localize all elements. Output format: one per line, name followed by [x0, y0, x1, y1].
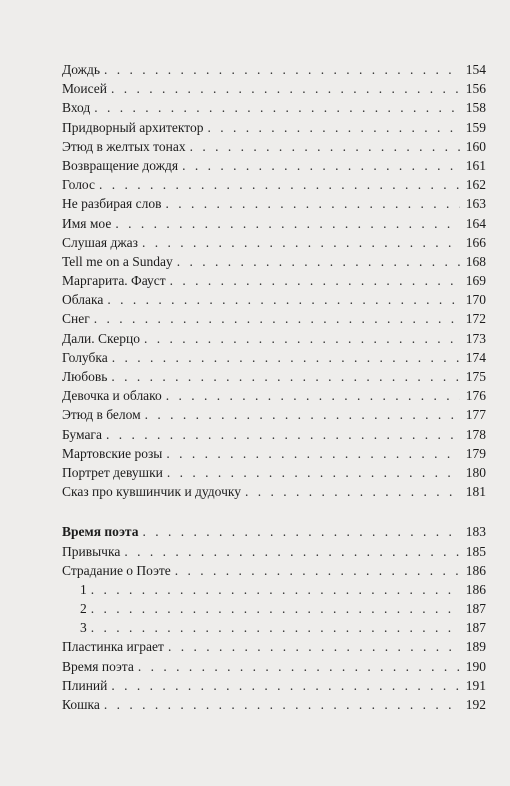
dot-leader	[104, 695, 460, 714]
dot-leader	[145, 405, 460, 424]
toc-entry-title: Бумага	[62, 426, 102, 442]
toc-entry-page-number: 191	[465, 677, 486, 693]
toc-entry-title: Время поэта	[62, 524, 139, 540]
toc-entry-page-number: 164	[465, 215, 486, 231]
toc-entry-page-number: 163	[465, 196, 486, 212]
toc-entry	[62, 156, 486, 175]
toc-entry	[62, 657, 486, 676]
toc-entry	[62, 599, 486, 618]
section-gap	[62, 501, 486, 522]
toc-entry-title: Сказ про кувшинчик и дудочку	[62, 484, 241, 500]
toc-entry-title: 2	[80, 601, 87, 617]
dot-leader	[142, 522, 460, 541]
dot-leader	[111, 367, 460, 386]
toc-entry	[62, 405, 486, 424]
toc-section-2	[62, 522, 486, 714]
dot-leader	[111, 79, 460, 98]
dot-leader	[177, 252, 460, 271]
toc-entry-page-number: 156	[465, 81, 486, 97]
dot-leader	[167, 463, 460, 482]
toc-entry-page-number: 190	[465, 658, 486, 674]
toc-entry-page-number: 189	[465, 639, 486, 655]
toc-entry	[62, 463, 486, 482]
toc-entry	[62, 542, 486, 561]
toc-entry-title: Страдание о Поэте	[62, 562, 171, 578]
toc-entry	[62, 348, 486, 367]
toc-entry-page-number: 172	[465, 311, 486, 327]
toc-entry	[62, 425, 486, 444]
toc-entry-page-number: 187	[465, 620, 486, 636]
toc-entry	[62, 60, 486, 79]
toc-entry	[62, 194, 486, 213]
dot-leader	[107, 290, 460, 309]
toc-entry-page-number: 170	[465, 292, 486, 308]
toc-entry-page-number: 161	[465, 157, 486, 173]
toc-entry-title: Привычка	[62, 543, 121, 559]
toc-entry-title: Этюд в белом	[62, 407, 141, 423]
toc-entry-title: Моисей	[62, 81, 108, 97]
toc-entry-title: Придворный архитектор	[62, 119, 204, 135]
dot-leader	[106, 425, 460, 444]
toc-entry-title: Портрет девушки	[62, 464, 163, 480]
dot-leader	[115, 214, 460, 233]
toc-entry	[62, 561, 486, 580]
toc-entry	[62, 309, 486, 328]
toc-entry-title: Возвращение дождя	[62, 157, 179, 173]
dot-leader	[111, 676, 460, 695]
toc-entry-page-number: 183	[465, 524, 486, 540]
toc-entry	[62, 290, 486, 309]
toc-entry	[62, 233, 486, 252]
toc-entry-page-number: 181	[465, 484, 486, 500]
dot-leader	[99, 175, 460, 194]
toc-entry-page-number: 192	[465, 697, 486, 712]
dot-leader	[170, 271, 460, 290]
toc-entry-title: Имя мое	[62, 215, 112, 231]
dot-leader	[190, 137, 460, 156]
toc-entry-page-number: 160	[465, 138, 486, 154]
toc-entry-page-number: 178	[465, 426, 486, 442]
toc-entry	[62, 676, 486, 695]
toc-entry-page-number: 154	[465, 62, 486, 77]
dot-leader	[91, 618, 460, 637]
toc-entry	[62, 175, 486, 194]
toc-entry-title: Время поэта	[62, 658, 134, 674]
toc-entry	[62, 329, 486, 348]
dot-leader	[207, 118, 460, 137]
toc-entry-page-number: 166	[465, 234, 486, 250]
toc-entry-title: Снег	[62, 311, 90, 327]
toc-entry-page-number: 173	[465, 330, 486, 346]
toc-entry-title: 1	[80, 581, 87, 597]
toc-entry-page-number: 159	[465, 119, 486, 135]
dot-leader	[112, 348, 460, 367]
toc-entry-title: Дали. Скерцо	[62, 330, 140, 346]
toc-entry-page-number: 176	[465, 388, 486, 404]
toc-entry-page-number: 185	[465, 543, 486, 559]
toc-entry-page-number: 177	[465, 407, 486, 423]
toc-entry-title: Голос	[62, 177, 96, 193]
toc-entry	[62, 79, 486, 98]
toc-entry-page-number: 186	[465, 562, 486, 578]
toc-entry-page-number: 162	[465, 177, 486, 193]
toc-entry-title: 3	[80, 620, 87, 636]
toc-entry-title: Облака	[62, 292, 104, 308]
dot-leader	[166, 444, 460, 463]
dot-leader	[91, 599, 460, 618]
toc-entry	[62, 444, 486, 463]
toc-entry	[62, 252, 486, 271]
dot-leader	[168, 637, 460, 656]
dot-leader	[144, 329, 460, 348]
dot-leader	[175, 561, 460, 580]
toc-entry-page-number: 187	[465, 601, 486, 617]
toc-entry	[62, 637, 486, 656]
toc-entry-title: Кошка	[62, 697, 100, 712]
toc-entry-title: Дождь	[62, 62, 100, 77]
toc-entry-title: Пластинка играет	[62, 639, 164, 655]
toc-entry-page-number: 168	[465, 253, 486, 269]
toc-entry-page-number: 174	[465, 349, 486, 365]
toc-entry-title: Слушая джаз	[62, 234, 138, 250]
dot-leader	[138, 657, 460, 676]
toc-entry-page-number: 175	[465, 369, 486, 384]
toc-entry-page-number: 179	[465, 445, 486, 461]
toc-entry-title: Tell me on a Sunday	[62, 253, 173, 269]
toc-section-1	[62, 60, 486, 501]
toc-entry-title: Плиний	[62, 677, 108, 693]
table-of-contents	[62, 60, 486, 714]
toc-entry-title: Не разбирая слов	[62, 196, 162, 212]
dot-leader	[94, 309, 460, 328]
toc-entry-title: Этюд в желтых тонах	[62, 138, 186, 154]
dot-leader	[142, 233, 460, 252]
toc-entry	[62, 386, 486, 405]
toc-entry	[62, 618, 486, 637]
dot-leader	[182, 156, 460, 175]
dot-leader	[245, 482, 460, 501]
toc-entry	[62, 271, 486, 290]
toc-entry	[62, 367, 486, 386]
toc-entry	[62, 214, 486, 233]
toc-entry	[62, 580, 486, 599]
dot-leader	[124, 542, 460, 561]
toc-entry	[62, 695, 486, 714]
toc-entry	[62, 482, 486, 501]
toc-entry-page-number: 180	[465, 464, 486, 480]
toc-entry-title: Девочка и облако	[62, 388, 162, 404]
toc-entry	[62, 522, 486, 541]
toc-entry-title: Вход	[62, 100, 91, 116]
dot-leader	[166, 386, 460, 405]
toc-entry-page-number: 186	[465, 581, 486, 597]
toc-entry-title: Маргарита. Фауст	[62, 273, 166, 289]
toc-entry-page-number: 169	[465, 273, 486, 289]
toc-entry-page-number: 158	[465, 100, 486, 116]
toc-entry	[62, 98, 486, 117]
toc-entry	[62, 137, 486, 156]
dot-leader	[165, 194, 460, 213]
toc-entry-title: Любовь	[62, 369, 108, 384]
dot-leader	[94, 98, 460, 117]
toc-entry-title: Мартовские розы	[62, 445, 163, 461]
toc-entry	[62, 118, 486, 137]
toc-entry-title: Голубка	[62, 349, 108, 365]
dot-leader	[91, 580, 460, 599]
dot-leader	[104, 60, 460, 79]
